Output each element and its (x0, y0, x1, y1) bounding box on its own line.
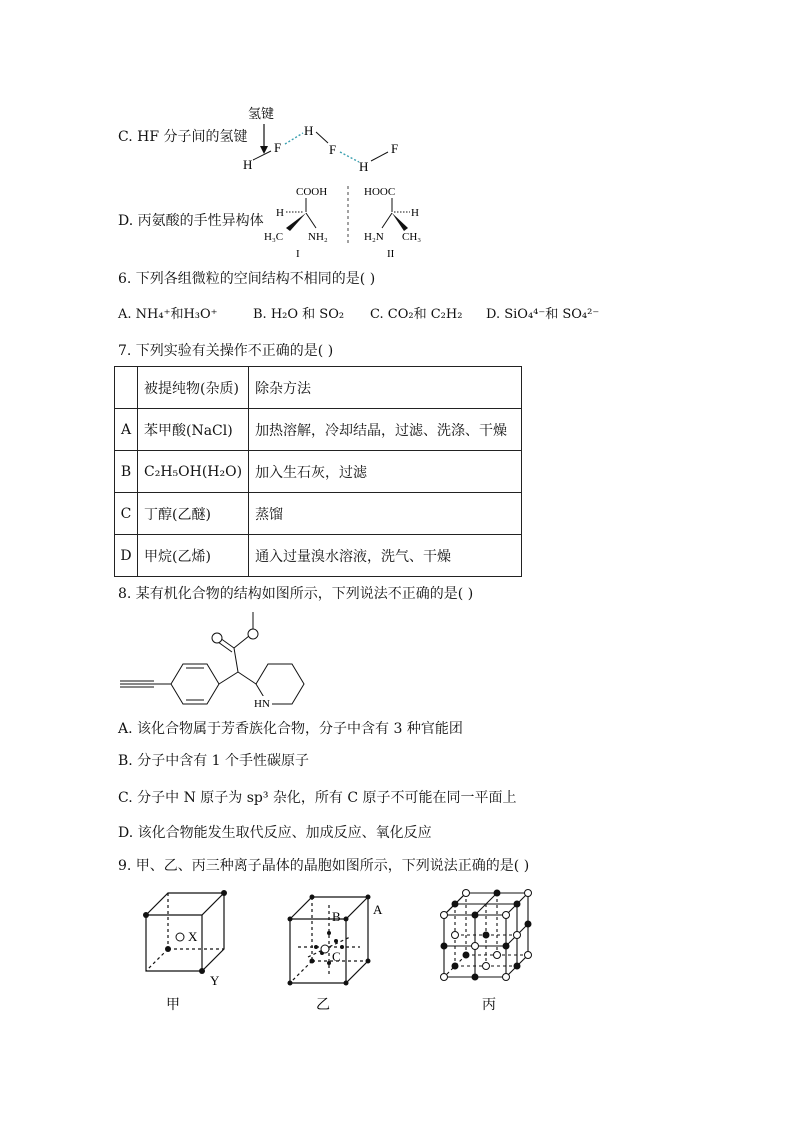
item-c-label: C. HF 分子间的氢键 (118, 129, 248, 145)
q6-option-c: C. CO₂和 C₂H₂ (370, 307, 463, 322)
table-cell: 加入生石灰，过滤 (249, 451, 522, 493)
q8-option-c: C. 分子中 N 原子为 sp³ 杂化，所有 C 原子不可能在同一平面上 (118, 790, 517, 806)
unit-cell-bing (436, 885, 556, 1015)
table-header-row (115, 367, 522, 409)
table-cell: B (115, 451, 138, 493)
item-d-label: D. 丙氨酸的手性异构体 (118, 213, 264, 229)
q8-option-d: D. 该化合物能发生取代反应、加成反应、氧化反应 (118, 825, 432, 841)
iso1-ch3: H₃C (264, 231, 284, 243)
table-cell: C (115, 493, 138, 535)
cell-yi-label-b: B (332, 909, 341, 924)
cell-bing-name: 丙 (482, 998, 496, 1013)
hf1-h: H (243, 157, 253, 172)
cell-jia-label-x: X (188, 929, 198, 944)
q6-option-b: B. H₂O 和 SO₂ (253, 307, 345, 322)
table-cell: 蒸馏 (249, 493, 522, 535)
unit-cell-jia (128, 885, 238, 1015)
cell-jia-name: 甲 (166, 998, 180, 1013)
ion-x (176, 933, 184, 941)
table-row (115, 409, 522, 451)
hf2-h: H (304, 123, 314, 138)
hf3-h: H (359, 159, 369, 174)
q6-option-a: A. NH₄⁺和H₃O⁺ (118, 307, 218, 322)
table-cell: 甲烷(乙烯) (138, 535, 249, 577)
q6-option-d: D. SiO₄⁴⁻和 SO₄²⁻ (486, 307, 600, 322)
hf3-bond (371, 152, 388, 161)
table-cell: A (115, 409, 138, 451)
table-row (115, 451, 522, 493)
table-header-cell: 被提纯物(杂质) (138, 367, 249, 409)
q6-stem: 6. 下列各组微粒的空间结构不相同的是( ) (118, 271, 376, 287)
table-header-cell: 除杂方法 (249, 367, 522, 409)
iso2-ch3: CH₃ (402, 231, 422, 243)
table-cell: D (115, 535, 138, 577)
alanine-enantiomers-diagram (262, 182, 442, 262)
ion-c (321, 945, 329, 953)
iso2-top: HOOC (364, 186, 396, 198)
hbond-annotation: 氢键 (248, 106, 275, 121)
q8-option-a: A. 该化合物属于芳香族化合物，分子中含有 3 种官能团 (118, 721, 463, 737)
hbond-1 (285, 133, 303, 144)
cell-jia-label-y: Y (210, 973, 220, 988)
hbond-2 (340, 152, 359, 162)
table-cell: 加热溶解，冷却结晶，过滤、洗涤、干燥 (249, 409, 522, 451)
hf1-bond (253, 151, 271, 160)
iso2-h: H (411, 207, 419, 219)
hf2-bond (316, 132, 328, 143)
hf2-f: F (329, 142, 337, 157)
table-row (115, 535, 522, 577)
table-row (115, 493, 522, 535)
q8-option-b: B. 分子中含有 1 个手性碳原子 (118, 753, 309, 769)
q7-stem: 7. 下列实验有关操作不正确的是( ) (118, 343, 334, 359)
table-cell: 通入过量溴水溶液，洗气、干燥 (249, 535, 522, 577)
cell-yi-label-c: C (332, 949, 341, 964)
iso1-numeral: I (296, 248, 300, 260)
unit-cell-yi (278, 885, 398, 1015)
q9-stem: 9. 甲、乙、丙三种离子晶体的晶胞如图所示，下列说法正确的是( ) (118, 858, 530, 874)
iso1-nh2: NH₂ (308, 231, 328, 243)
hf3-f: F (391, 141, 399, 156)
benzene-ring (171, 664, 219, 704)
iso2-nh2: H₂N (364, 231, 384, 243)
table-cell: 丁醇(乙醚) (138, 493, 249, 535)
q8-stem: 8. 某有机化合物的结构如图所示，下列说法不正确的是( ) (118, 586, 474, 602)
iso2-numeral: II (387, 248, 395, 260)
organic-structure-diagram (116, 610, 326, 710)
cell-yi-name: 乙 (316, 998, 330, 1013)
ester-oxygen (248, 629, 258, 639)
hf1-f: F (274, 140, 282, 155)
table-cell: C₂H₅OH(H₂O) (138, 451, 249, 493)
ring-nitrogen-label: HN (254, 698, 270, 710)
hf-hydrogen-bond-diagram (230, 100, 420, 180)
table-cell: 苯甲酸(NaCl) (138, 409, 249, 451)
table-header-cell (115, 367, 138, 409)
purification-table (114, 366, 522, 577)
iso1-top: COOH (296, 186, 328, 198)
iso1-h: H (276, 207, 284, 219)
carbonyl-oxygen (212, 633, 222, 643)
cell-yi-label-a: A (373, 902, 383, 917)
